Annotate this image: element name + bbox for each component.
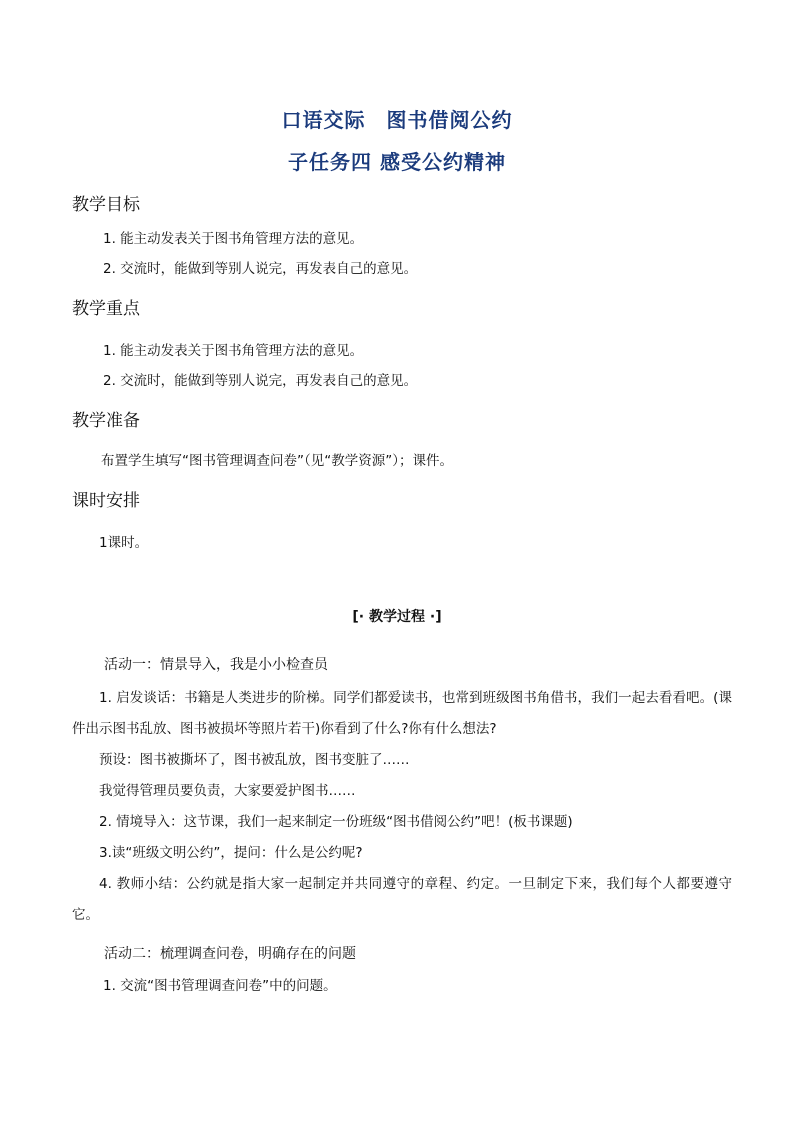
- activity-one-paragraph: 预设：图书被撕坏了，图书被乱放，图书变脏了……: [99, 752, 410, 768]
- section-heading-goals: 教学目标: [72, 195, 140, 215]
- section-heading-schedule: 课时安排: [72, 491, 140, 511]
- activity-two-title: 活动二：梳理调查问卷，明确存在的问题: [104, 946, 356, 962]
- key-point-item: 1. 能主动发表关于图书角管理方法的意见。: [103, 343, 364, 359]
- process-heading: [· 教学过程 ·]: [352, 609, 442, 625]
- activity-one-paragraph: 1. 启发谈话：书籍是人类进步的阶梯。同学们都爱读书，也常到班级图书角借书，我们一起去看看吧。(课件出示图书乱放、图书被损坏等照片若干)你看到了什么?你有什么想法?: [72, 690, 732, 737]
- activity-two-paragraph: 1. 交流“图书管理调查问卷”中的问题。: [103, 978, 337, 994]
- section-heading-key-points: 教学重点: [72, 299, 140, 319]
- key-point-item: 2. 交流时，能做到等别人说完，再发表自己的意见。: [103, 373, 418, 389]
- section-heading-preparation: 教学准备: [72, 411, 140, 431]
- preparation-text: 布置学生填写“图书管理调查问卷”（见“教学资源”）；课件。: [101, 453, 453, 469]
- document-subtitle: 子任务四 感受公约精神: [288, 150, 506, 174]
- document-title: 口语交际 图书借阅公约: [281, 108, 513, 132]
- goal-item: 2. 交流时，能做到等别人说完，再发表自己的意见。: [103, 261, 418, 277]
- activity-one-paragraph: 4. 教师小结：公约就是指大家一起制定并共同遵守的章程、约定。一旦制定下来，我们每个人都要遵守它。: [72, 876, 732, 923]
- activity-one-paragraph: 3.读“班级文明公约”，提问：什么是公约呢?: [99, 845, 363, 861]
- activity-one-paragraph: 2. 情境导入：这节课，我们一起来制定一份班级“图书借阅公约”吧！(板书课题): [99, 814, 573, 830]
- schedule-text: 1课时。: [99, 535, 149, 551]
- activity-one-paragraph: 我觉得管理员要负责，大家要爱护图书……: [99, 783, 356, 799]
- activity-one-title: 活动一：情景导入，我是小小检查员: [104, 657, 328, 673]
- goal-item: 1. 能主动发表关于图书角管理方法的意见。: [103, 231, 364, 247]
